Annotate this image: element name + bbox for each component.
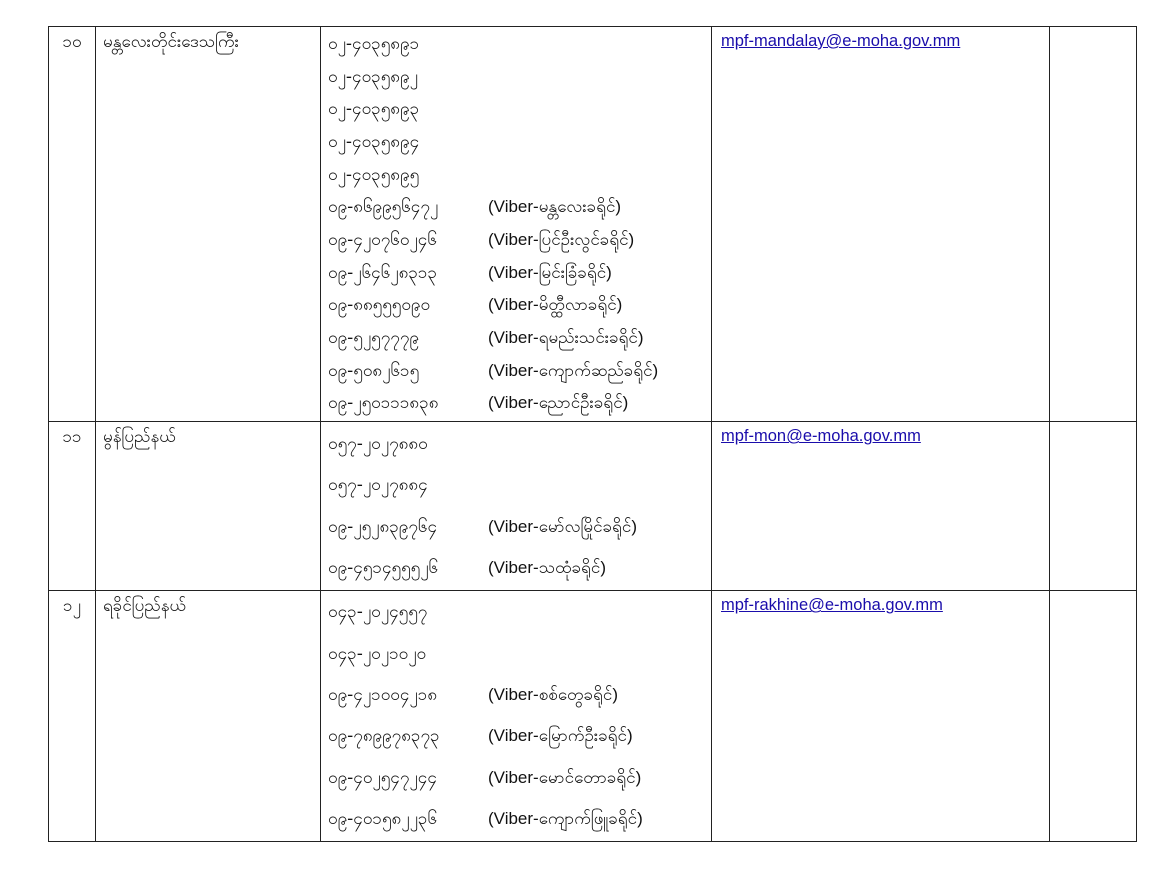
phone-number: ၀၂-၄၀၃၅၈၉၃: [328, 99, 420, 120]
phone-number: ၀၂-၄၀၃၅၈၉၂: [328, 66, 418, 87]
phone-line: [328, 62, 711, 95]
viber-label: (Viber-ပြင်ဦးလွင်ခရိုင်): [488, 229, 635, 249]
blank-cell: [1050, 27, 1137, 422]
phone-line: [328, 800, 711, 841]
email-link[interactable]: mpf-rakhine@e-moha.gov.mm: [721, 596, 943, 615]
blank-cell: [1050, 591, 1137, 842]
phone-number: ၀၉-၂၅၂၈၃၉၇၆၄: [328, 516, 438, 537]
phone-line: [328, 593, 711, 634]
phone-line: [328, 635, 711, 676]
viber-label: (Viber-သထုံခရိုင်): [488, 558, 606, 577]
phone-line: [328, 192, 711, 225]
viber-label: (Viber-မိတ္ထီလာခရိုင်): [488, 295, 623, 315]
viber-label: (Viber-စစ်တွေခရိုင်): [488, 684, 619, 704]
viber-label: (Viber-မော်လမြိုင်ခရိုင်): [488, 516, 637, 536]
phone-line: [328, 127, 711, 160]
phone-number: ၀၂-၄၀၃၅၈၉၅: [328, 164, 420, 185]
phone-list: [321, 591, 712, 842]
phone-number: ၀၅၇-၂၀၂၇၈၈၀: [328, 433, 428, 454]
phone-line: [328, 549, 711, 591]
row-number: ၁၀: [49, 27, 96, 422]
phone-line: [328, 356, 711, 389]
phone-number: ၀၂-၄၀၃၅၈၉၄: [328, 131, 420, 152]
row-number: ၁၂: [49, 591, 96, 842]
phone-number: ၀၉-၅၀၈၂၆၁၅: [328, 360, 420, 381]
viber-label: (Viber-ညောင်ဦးခရိုင်): [488, 393, 629, 413]
phone-number: ၀၄၃-၂၀၂၁၀၂၀: [328, 643, 427, 664]
email-link[interactable]: mpf-mon@e-moha.gov.mm: [721, 427, 921, 446]
viber-label: (Viber-မြင်းခြံခရိုင်): [488, 262, 612, 282]
phone-line: [328, 389, 711, 422]
phone-list: [321, 422, 712, 591]
phone-line: [328, 258, 711, 291]
phone-number: ၀၉-၂၆၄၆၂၈၃၁၃: [328, 262, 438, 283]
phone-number: ၀၉-၂၅၀၁၁၁၈၃၈: [328, 393, 439, 414]
phone-line: [328, 424, 711, 466]
region-name: ရခိုင်ပြည်နယ်: [96, 591, 321, 842]
phone-line: [328, 758, 711, 799]
phone-line: [328, 717, 711, 758]
phone-number: ၀၄၃-၂၀၂၄၅၅၇: [328, 602, 428, 623]
phone-number: ၀၅၇-၂၀၂၇၈၈၄: [328, 475, 428, 495]
region-name: မွန်ပြည်နယ်: [96, 422, 321, 591]
email-link[interactable]: mpf-mandalay@e-moha.gov.mm: [721, 32, 961, 50]
table-row: [49, 27, 1137, 422]
phone-number: ၀၉-၄၅၁၄၅၅၅၂၆: [328, 558, 439, 578]
phone-line: [328, 466, 711, 508]
viber-label: (Viber-ကျောက်ဖြူခရိုင်): [488, 808, 643, 828]
table-row: [49, 591, 1137, 842]
viber-label: (Viber-ကျောက်ဆည်ခရိုင်): [488, 360, 659, 380]
phone-number: ၀၉-၈၆၉၉၅၆၄၇၂: [328, 197, 439, 218]
email-cell: [712, 27, 1050, 422]
blank-cell: [1050, 422, 1137, 591]
phone-number: ၀၉-၄၂၀၇၆၀၂၄၆: [328, 229, 437, 250]
phone-number: ၀၉-၈၈၅၅၅၀၉၀: [328, 295, 431, 316]
row-number: ၁၁: [49, 422, 96, 591]
phone-number: ၀၂-၄၀၃၅၈၉၁: [328, 33, 420, 54]
phone-line: [328, 676, 711, 717]
phone-line: [328, 507, 711, 549]
phone-number: ၀၉-၅၂၅၇၇၇၉: [328, 328, 419, 349]
phone-line: [328, 225, 711, 258]
phone-number: ၀၉-၄၂၁၀၀၄၂၁၈: [328, 684, 438, 705]
phone-list: [321, 27, 712, 422]
phone-line: [328, 94, 711, 127]
viber-label: (Viber-မြောက်ဦးခရိုင်): [488, 726, 633, 746]
phone-line: [328, 29, 711, 62]
viber-label: (Viber-မောင်တောခရိုင်): [488, 767, 642, 787]
email-cell: [712, 422, 1050, 591]
region-name: မန္တလေးတိုင်းဒေသကြီး: [96, 27, 321, 422]
phone-line: [328, 323, 711, 356]
table-row: [49, 422, 1137, 591]
email-cell: [712, 591, 1050, 842]
contact-table: [48, 26, 1137, 842]
viber-label: (Viber-မန္တလေးခရိုင်): [488, 197, 622, 217]
phone-line: [328, 291, 711, 324]
phone-number: ၀၉-၄၀၁၅၈၂၂၃၆: [328, 808, 438, 829]
viber-label: (Viber-ရမည်းသင်းခရိုင်): [488, 328, 644, 348]
phone-number: ၀၉-၄၀၂၅၄၇၂၄၄: [328, 767, 437, 788]
phone-line: [328, 160, 711, 193]
phone-number: ၀၉-၇၈၉၉၇၈၃၇၃: [328, 726, 440, 747]
